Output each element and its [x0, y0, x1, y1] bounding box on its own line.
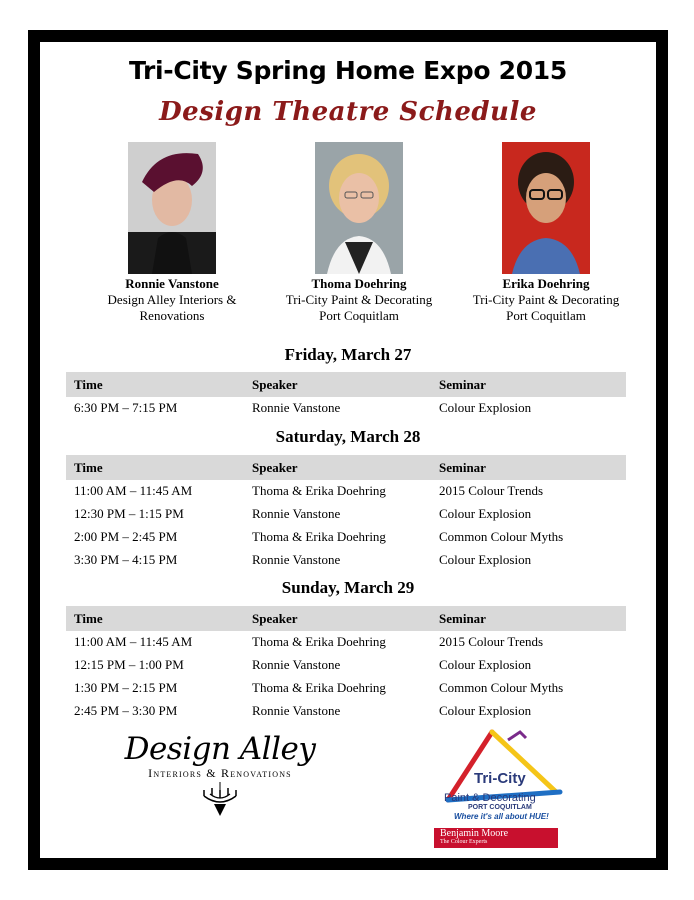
chandelier-icon [200, 782, 240, 818]
column-header-speaker: Speaker [252, 376, 298, 392]
speaker-card-thoma [269, 142, 449, 324]
speaker-company-line2: Renovations [139, 308, 205, 323]
tri-city-logo-name: Tri-City [474, 770, 526, 787]
cell-time: 2:45 PM – 3:30 PM [74, 702, 178, 718]
benjamin-moore-tagline: The Colour Experts [440, 839, 488, 845]
tri-city-logo-slogan: Where it's all about HUE! [454, 812, 549, 821]
cell-speaker: Thoma & Erika Doehring [252, 483, 386, 499]
speaker-company: Tri-City Paint & Decorating [472, 292, 620, 307]
table-row [66, 631, 626, 654]
cell-time: 11:00 AM – 11:45 AM [74, 483, 193, 499]
table-row [66, 480, 626, 503]
speaker-photo [128, 142, 216, 274]
cell-time: 11:00 AM – 11:45 AM [74, 634, 193, 650]
cell-time: 6:30 PM – 7:15 PM [74, 400, 178, 416]
column-header-seminar: Seminar [439, 459, 486, 475]
column-header-seminar: Seminar [439, 610, 486, 626]
column-header-speaker: Speaker [252, 610, 298, 626]
speaker-name: Erika Doehring [502, 276, 590, 291]
cell-seminar: Colour Explosion [439, 551, 532, 567]
cell-speaker: Thoma & Erika Doehring [252, 528, 386, 544]
table-row [66, 654, 626, 677]
cell-time: 1:30 PM – 2:15 PM [74, 679, 178, 695]
speaker-card-erika [456, 142, 636, 324]
speaker-card-ronnie [82, 142, 262, 324]
speaker-name: Ronnie Vanstone [125, 276, 219, 291]
flyer-frame [28, 30, 668, 870]
column-header-time: Time [74, 459, 103, 475]
cell-speaker: Ronnie Vanstone [252, 702, 341, 718]
speaker-company: Design Alley Interiors & [107, 292, 237, 307]
benjamin-moore-brand: Benjamin Moore [440, 828, 509, 839]
speaker-photo [502, 142, 590, 274]
column-header-time: Time [74, 376, 103, 392]
cell-seminar: 2015 Colour Trends [439, 483, 544, 499]
design-alley-logo [110, 732, 330, 842]
column-header-seminar: Seminar [439, 376, 486, 392]
tri-city-logo-location: PORT COQUITLAM [468, 804, 532, 811]
cell-speaker: Thoma & Erika Doehring [252, 679, 386, 695]
speaker-name: Thoma Doehring [311, 276, 407, 291]
column-header-time: Time [74, 610, 103, 626]
cell-time: 12:30 PM – 1:15 PM [74, 506, 184, 522]
table-row [66, 677, 626, 700]
tri-city-logo-line2: Paint & Decorating [444, 792, 536, 804]
table-row [66, 503, 626, 526]
cell-seminar: Colour Explosion [439, 702, 532, 718]
cell-speaker: Ronnie Vanstone [252, 506, 341, 522]
page-title: Tri-City Spring Home Expo 2015 [128, 56, 567, 85]
cell-time: 12:15 PM – 1:00 PM [74, 657, 184, 673]
table-header [66, 372, 626, 397]
cell-seminar: Common Colour Myths [439, 528, 564, 544]
schedule-table-friday [66, 372, 626, 420]
day-heading-friday: Friday, March 27 [284, 345, 412, 364]
cell-seminar: Colour Explosion [439, 657, 532, 673]
cell-seminar: Common Colour Myths [439, 679, 564, 695]
cell-time: 2:00 PM – 2:45 PM [74, 528, 178, 544]
table-row [66, 526, 626, 549]
cell-speaker: Ronnie Vanstone [252, 657, 341, 673]
cell-time: 3:30 PM – 4:15 PM [74, 551, 178, 567]
table-row [66, 397, 626, 420]
design-alley-logo-name: Design Alley [124, 731, 316, 767]
cell-speaker: Ronnie Vanstone [252, 551, 341, 567]
column-header-speaker: Speaker [252, 459, 298, 475]
schedule-table-saturday [66, 455, 626, 571]
benjamin-moore-badge [434, 828, 558, 848]
speaker-photo [315, 142, 403, 274]
schedule-table-sunday [66, 606, 626, 722]
day-heading-sunday: Sunday, March 29 [281, 578, 415, 597]
speaker-company: Tri-City Paint & Decorating [285, 292, 433, 307]
table-header [66, 455, 626, 480]
day-heading-saturday: Saturday, March 28 [275, 427, 421, 446]
speaker-location: Port Coquitlam [506, 308, 586, 323]
speaker-location: Port Coquitlam [319, 308, 399, 323]
cell-speaker: Thoma & Erika Doehring [252, 634, 386, 650]
cell-seminar: Colour Explosion [439, 506, 532, 522]
table-row [66, 548, 626, 571]
table-row [66, 699, 626, 722]
table-header [66, 606, 626, 631]
cell-seminar: 2015 Colour Trends [439, 634, 544, 650]
tri-city-logo [432, 726, 582, 856]
cell-seminar: Colour Explosion [439, 400, 532, 416]
page-subtitle: Design Theatre Schedule [159, 97, 537, 127]
cell-speaker: Ronnie Vanstone [252, 400, 341, 416]
design-alley-logo-tagline: Interiors & Renovations [148, 766, 292, 780]
